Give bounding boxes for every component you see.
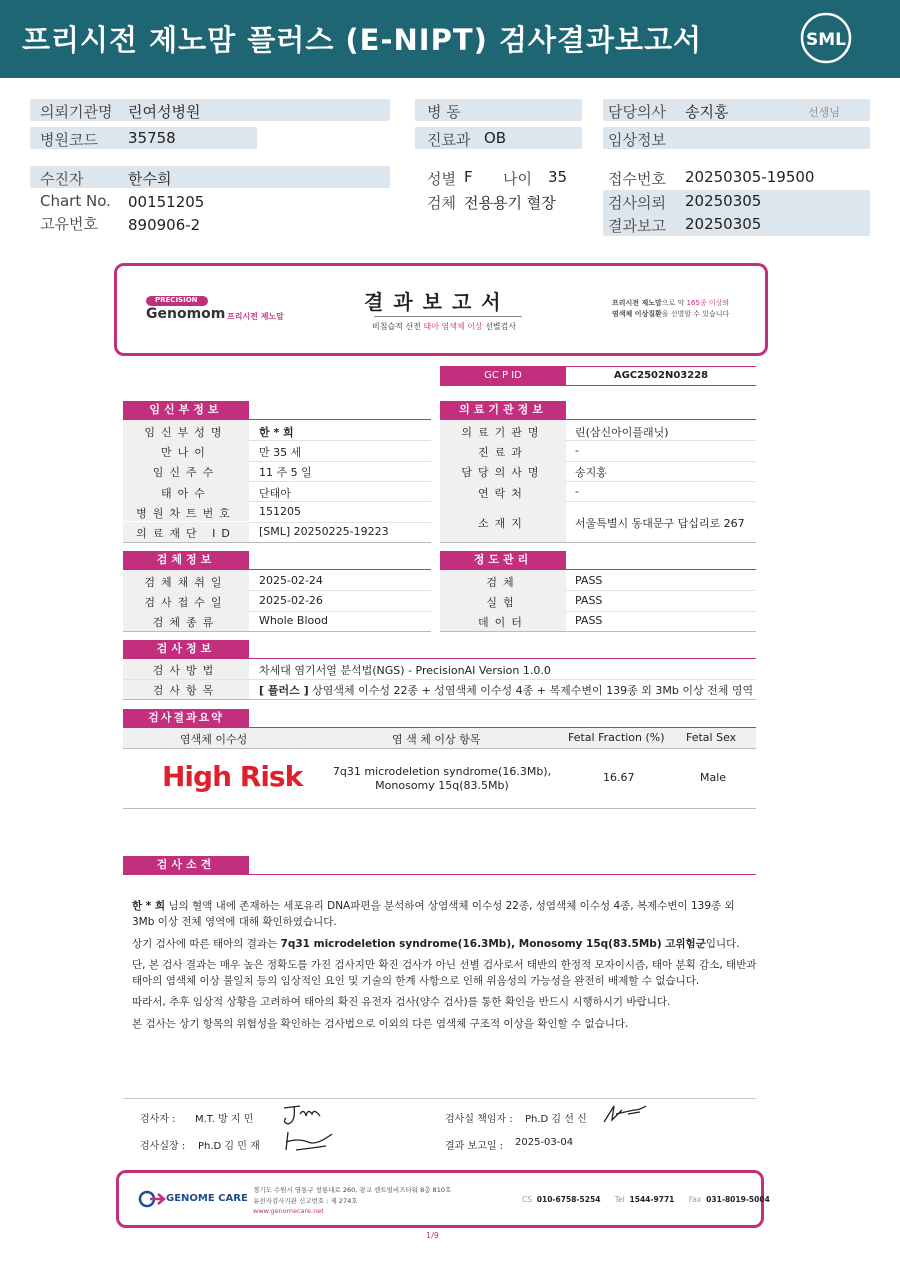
- footer-license: 유전자검사기관 신고번호 : 제 274호: [253, 1197, 358, 1205]
- director-label: 검사실장 :: [140, 1141, 186, 1152]
- row-value: [SML] 20250225-19223: [259, 525, 389, 539]
- svg-text:SML: SML: [806, 30, 846, 50]
- page-number: 1/9: [426, 1231, 439, 1240]
- report-title: 결과보고서: [364, 290, 511, 314]
- genome-care-logo-icon: [138, 1190, 166, 1208]
- chart-label: Chart No.: [40, 192, 111, 210]
- patient-label: 수진자: [40, 170, 84, 188]
- row-separator: [123, 631, 431, 632]
- sml-logo: [800, 12, 852, 64]
- doctor-suffix: 선생님: [808, 106, 840, 119]
- specimen-label: 검체: [427, 194, 456, 212]
- row-label: 만나이: [161, 445, 211, 459]
- footer-url[interactable]: www.genomecare.net: [253, 1207, 324, 1215]
- qc-header: 정도관리: [440, 551, 566, 569]
- row-label: 연락처: [478, 486, 528, 500]
- chart-value: 00151205: [128, 193, 205, 211]
- row-label: 진료과: [478, 445, 528, 459]
- row-value: 단태아: [259, 486, 291, 500]
- row-value: 서울특별시 동대문구 답십리로 267: [575, 517, 745, 530]
- row-label: 담당의사명: [461, 466, 545, 480]
- gcpid-value: AGC2502N03228: [566, 366, 756, 386]
- hospital-code-value: 35758: [128, 129, 176, 147]
- row-label: 검사접수일: [144, 595, 228, 609]
- signature-separator: [123, 1098, 756, 1099]
- row-value: 2025-02-24: [259, 573, 323, 587]
- genome-care-brand: GENOME CARE: [166, 1193, 248, 1204]
- tester-name: M.T. 방 지 민: [195, 1114, 254, 1125]
- dept-value: OB: [484, 129, 507, 147]
- row-label: 의료재단 ID: [136, 527, 236, 541]
- row-label: 의료기관명: [461, 425, 545, 439]
- opinion-p1: 한 * 희 님의 혈액 내에 존재하는 세포유리 DNA파편을 분석하여 상염색체 이수성 22종, 성염색체 이수성 4종, 복제수변이 139종 외: [132, 900, 735, 912]
- request-value: 20250305: [685, 192, 762, 210]
- specimen-value: 전용용기 혈장: [464, 194, 556, 212]
- summary-col-sex: Fetal Sex: [686, 731, 737, 744]
- lab-head-signature: [600, 1100, 656, 1130]
- fetal-fraction-value: 16.67: [603, 771, 635, 784]
- summary-col-findings: 염 색 체 이상 항목: [392, 733, 481, 746]
- gcpid-label: GC P ID: [440, 366, 566, 386]
- footer-address: 경기도 수원시 영통구 창룡대로 260, 광교 센트럴비즈타워 8층 810호: [253, 1186, 452, 1194]
- genomom-brand-sub: 프리시전 제노맘: [227, 312, 284, 321]
- row-label: 태아수: [161, 486, 211, 500]
- lab-head-name: Ph.D 김 선 신: [525, 1114, 587, 1125]
- items-label: 검사항목: [152, 684, 220, 697]
- report-subtitle: 비침습적 산전 태아 염색체 이상 선별검사: [372, 322, 517, 331]
- report-date-label: 결과보고: [608, 217, 666, 235]
- request-label: 검사의뢰: [608, 194, 666, 212]
- row-value: 11 주 5 일: [259, 466, 312, 480]
- doctor-label: 담당의사: [608, 103, 666, 121]
- row-label: 검체채취일: [144, 575, 228, 589]
- receipt-value: 20250305-19500: [685, 168, 815, 186]
- dept-label: 진료과: [427, 131, 471, 149]
- age-value: 35: [548, 168, 568, 186]
- hospital-value: 린여성병원: [128, 103, 201, 121]
- hospital-label: 의뢰기관명: [40, 103, 113, 121]
- opinion-p1b: 3Mb 이상 전체 영역에 대해 확인하였습니다.: [132, 916, 337, 928]
- id-value: 890906-2: [128, 216, 201, 234]
- row-separator: [123, 808, 756, 809]
- row-value: Whole Blood: [259, 614, 328, 628]
- method-label: 검사방법: [152, 664, 220, 677]
- finding-text: 7q31 microdeletion syndrome(16.3Mb), Monosomy 15q(83.5Mb): [332, 765, 552, 792]
- clinical-label: 임상정보: [608, 131, 666, 149]
- sex-value: F: [464, 168, 473, 186]
- row-value: -: [575, 484, 579, 498]
- row-separator: [123, 748, 756, 749]
- row-label: 병원차트번호: [136, 506, 236, 520]
- method-value: 차세대 염기서열 분석법(NGS) - PrecisionAI Version 1.0.0: [259, 664, 551, 677]
- risk-result: High Risk: [162, 760, 303, 793]
- opinion-header: 검사소견: [123, 856, 249, 874]
- row-value: PASS: [575, 614, 603, 628]
- row-label: 데이터: [478, 616, 528, 630]
- hospital-code-label: 병원코드: [40, 131, 98, 149]
- precision-badge-text: PRECISION: [155, 296, 198, 304]
- summary-header: 검사결과요약: [123, 709, 249, 727]
- row-label: 소재지: [478, 517, 528, 530]
- row-separator: [123, 542, 431, 543]
- row-separator: [440, 542, 756, 543]
- row-value: 린(삼신아이플래닛): [575, 425, 669, 439]
- director-name: Ph.D 김 민 재: [198, 1141, 260, 1152]
- report-date-label-sig: 결과 보고일 :: [445, 1141, 504, 1152]
- row-label: 실험: [486, 595, 520, 609]
- id-label: 고유번호: [40, 215, 98, 233]
- report-title-underline: [374, 316, 522, 317]
- fetal-sex-value: Male: [700, 771, 727, 784]
- row-value: PASS: [575, 593, 603, 607]
- receipt-label: 접수번호: [608, 170, 666, 188]
- genomom-brand: Genomom: [146, 306, 226, 322]
- sex-label: 성별: [427, 170, 456, 188]
- opinion-p2: 상기 검사에 따른 태아의 결과는 7q31 microdeletion syndrome(16.3Mb), Monosomy 15q(83.5Mb) 고위험군입니다.: [132, 938, 740, 950]
- institution-info-header: 의료기관정보: [440, 401, 566, 419]
- lab-head-label: 검사실 책임자 :: [445, 1114, 513, 1125]
- tester-label: 검사자 :: [140, 1114, 176, 1125]
- row-value: 송지홍: [575, 466, 607, 480]
- patient-row-bg: [30, 166, 390, 188]
- test-info-header: 검사정보: [123, 640, 249, 658]
- row-label: 임신주수: [152, 466, 220, 480]
- specimen-info-header: 검체정보: [123, 551, 249, 569]
- row-value: -: [575, 443, 579, 457]
- row-label: 검체종류: [152, 616, 220, 630]
- summary-col-ff: Fetal Fraction (%): [568, 731, 665, 744]
- opinion-p3b: 태아의 염색체 이상 불일치 등의 임상적인 요인 및 기술의 한계 사항으로 인해 위음성의 가능성을 완전히 배제할 수 없습니다.: [132, 975, 700, 987]
- row-label: 임신부성명: [144, 425, 228, 439]
- report-header-bar: [0, 0, 900, 78]
- row-value: PASS: [575, 573, 603, 587]
- row-separator: [123, 699, 756, 700]
- opinion-p3a: 단, 본 검사 결과는 매우 높은 정확도를 가진 검사지만 확진 검사가 아닌 선별 검사로서 태반의 한정적 모자이시즘, 태아 분획 감소, 태반과: [132, 959, 757, 971]
- row-value: 한 * 희: [259, 425, 294, 439]
- doctor-value: 송지홍: [685, 103, 729, 121]
- patient-value: 한수희: [128, 170, 172, 188]
- row-value: 만 35 세: [259, 445, 302, 459]
- report-header-tagline: 프리시전 제노맘으로 약 165종 이상의 염색체 이상질환을 선별할 수 있습니다: [612, 299, 730, 318]
- page-title: 프리시전 제노맘 플러스 (E-NIPT) 검사결과보고서: [22, 23, 703, 57]
- report-date-value-sig: 2025-03-04: [515, 1137, 574, 1148]
- row-value: 2025-02-26: [259, 593, 323, 607]
- ward-label: 병 동: [427, 103, 461, 121]
- items-value: [ 플러스 ] 상염색체 이수성 22종 + 성염색체 이수성 4종 + 복제수변이 139종 외 3Mb 이상 전체 영역: [259, 684, 754, 697]
- opinion-p4: 따라서, 추후 임상적 상황을 고려하여 태아의 확진 유전자 검사(양수 검사)를 통한 확인을 반드시 시행하시기 바랍니다.: [132, 996, 671, 1008]
- opinion-line: [123, 874, 756, 875]
- row-label: 검체: [486, 575, 520, 589]
- age-label: 나이: [503, 170, 532, 188]
- report-date-value: 20250305: [685, 215, 762, 233]
- pregnant-info-header: 임신부정보: [123, 401, 249, 419]
- footer-contacts: CS 010-6758-5254 Tel 1544-9771 Fax 031-8019-5004: [522, 1195, 770, 1204]
- row-value: 151205: [259, 504, 301, 518]
- opinion-p5: 본 검사는 상기 항목의 위험성을 확인하는 검사법으로 이외의 다른 염색체 구조적 이상을 확인할 수 없습니다.: [132, 1018, 629, 1030]
- row-separator: [440, 631, 756, 632]
- summary-col-aneuploidy: 염색체 이수성: [180, 733, 248, 746]
- director-signature: [282, 1126, 338, 1156]
